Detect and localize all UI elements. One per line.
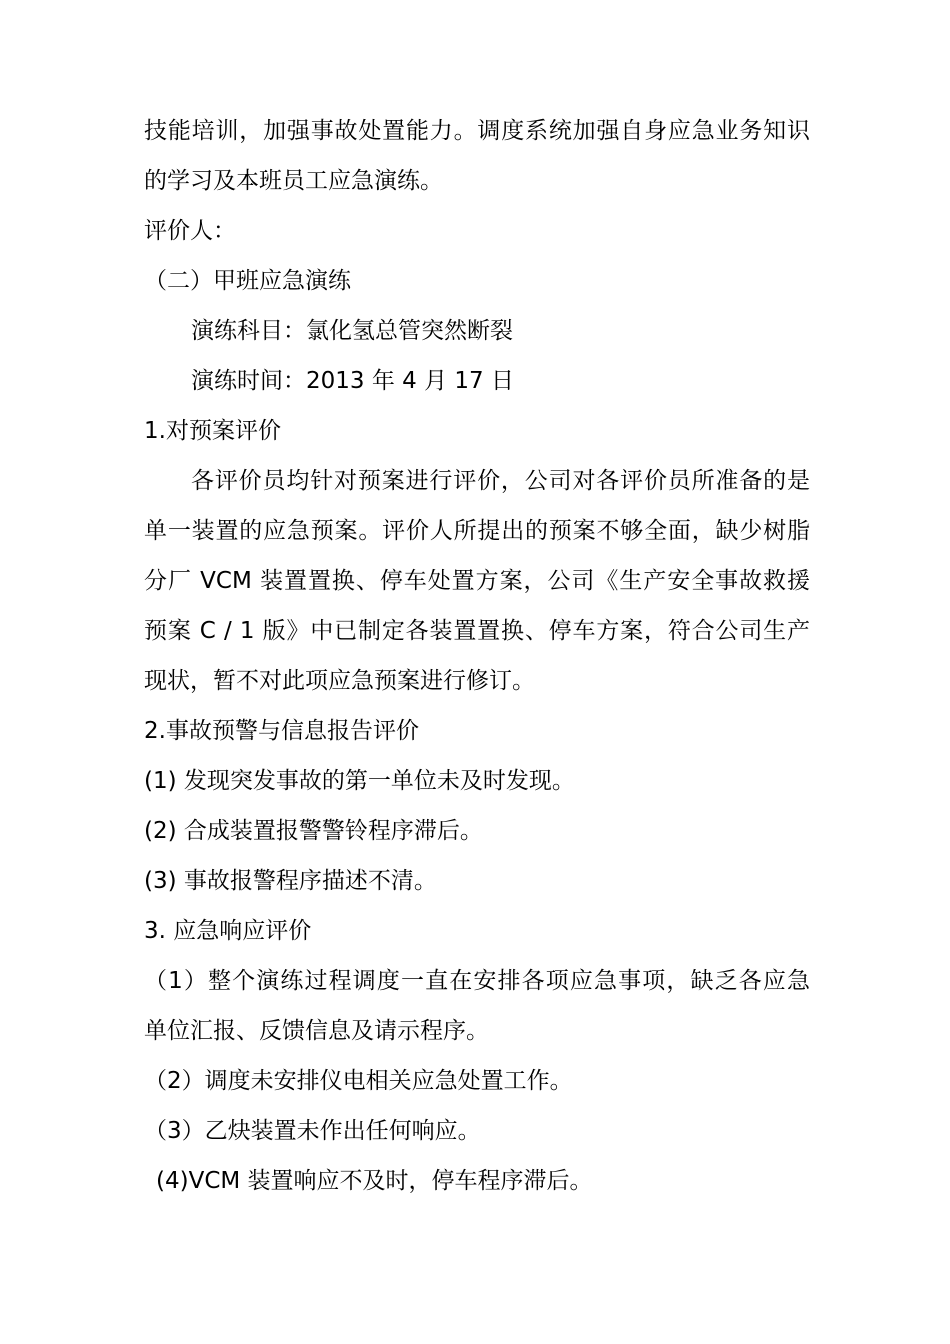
paragraph-line-4: 预案 C / 1 版》中已制定各装置置换、停车方案，符合公司生产	[144, 618, 810, 644]
paragraph-line-3: 分厂 VCM 装置置换、停车处置方案，公司《生产安全事故救援	[144, 568, 810, 594]
list-item-3: (3) 事故报警程序描述不清。	[144, 868, 437, 894]
heading-warning-evaluation: 2.事故预警与信息报告评价	[144, 718, 419, 744]
evaluator-label: 评价人：	[144, 218, 236, 244]
paragraph-line-1: 各评价员均针对预案进行评价，公司对各评价员所准备的是	[191, 468, 810, 494]
drill-subject: 演练科目：氯化氢总管突然断裂	[191, 318, 513, 344]
drill-time: 演练时间：2013 年 4 月 17 日	[191, 368, 514, 394]
paragraph-line-2: 单一装置的应急预案。评价人所提出的预案不够全面，缺少树脂	[144, 518, 810, 544]
response-item-4: (4)VCM 装置响应不及时，停车程序滞后。	[156, 1168, 593, 1194]
heading-plan-evaluation: 1.对预案评价	[144, 418, 281, 444]
paragraph-line-5: 现状，暂不对此项应急预案进行修订。	[144, 668, 535, 694]
list-item-1: (1) 发现突发事故的第一单位未及时发现。	[144, 768, 575, 794]
response-item-2: （2）调度未安排仪电相关应急处置工作。	[144, 1068, 573, 1094]
section-heading-2: （二）甲班应急演练	[144, 268, 351, 294]
list-item-2: (2) 合成装置报警警铃程序滞后。	[144, 818, 483, 844]
text-line-1: 技能培训，加强事故处置能力。调度系统加强自身应急业务知识	[144, 118, 810, 144]
response-item-1-line-1: （1）整个演练过程调度一直在安排各项应急事项，缺乏各应急	[144, 968, 810, 994]
text-line-2: 的学习及本班员工应急演练。	[144, 168, 443, 194]
response-item-3: （3）乙炔装置未作出任何响应。	[144, 1118, 481, 1144]
response-item-1-line-2: 单位汇报、反馈信息及请示程序。	[144, 1018, 489, 1044]
heading-response-evaluation: 3. 应急响应评价	[144, 918, 312, 944]
